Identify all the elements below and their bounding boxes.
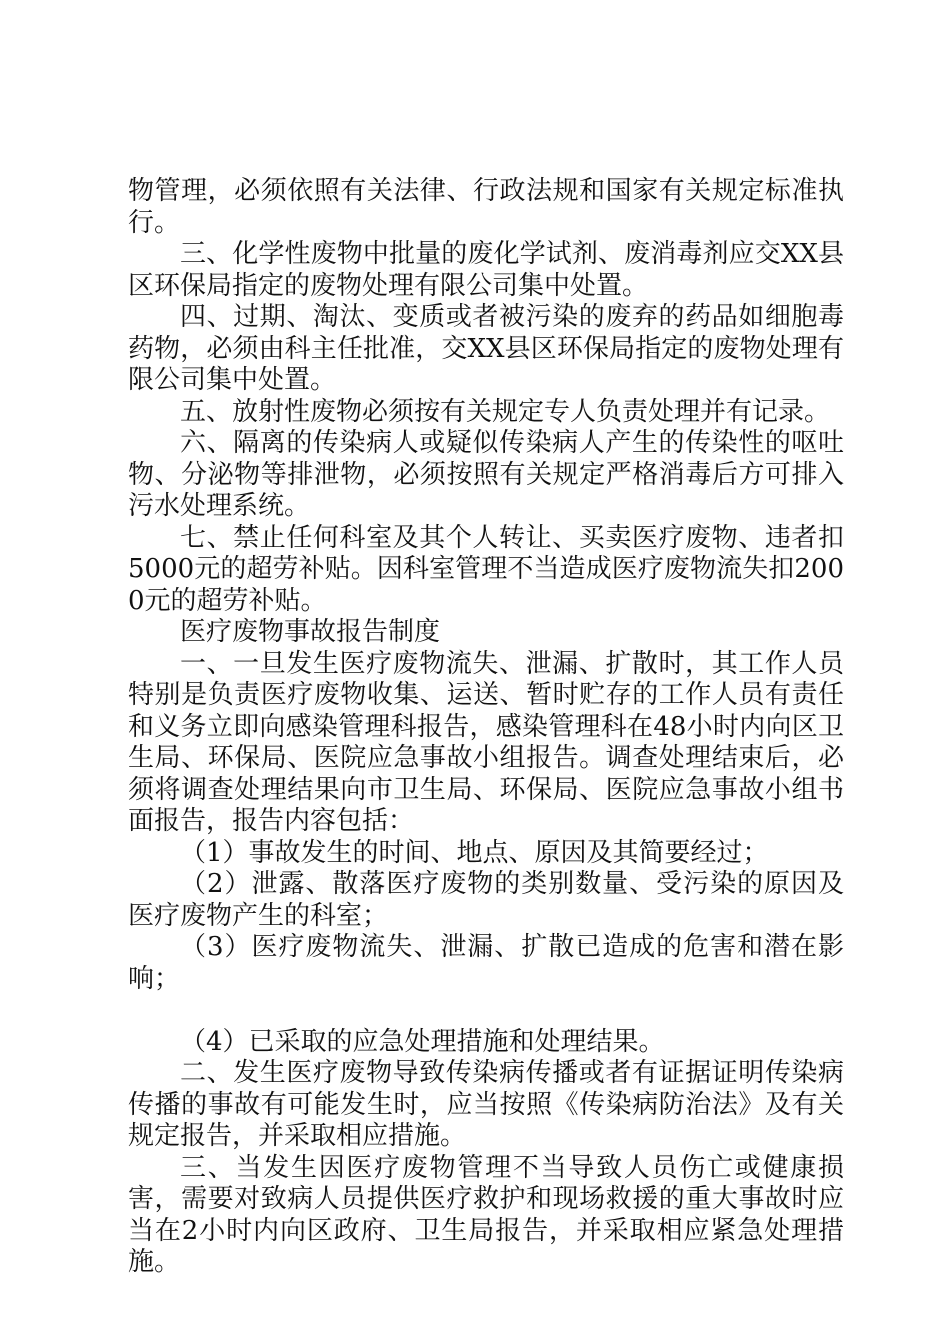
report-subitem-1: （1）事故发生的时间、地点、原因及其简要经过； — [180, 837, 769, 868]
paragraph-item-6: 六、隔离的传染病人或疑似传染病人产生的传染性的呕吐物、分泌物等排泄物，必须按照有关规定严格消毒后方可排入污水处理系统。 — [128, 428, 844, 521]
section-heading: 医疗废物事故报告制度 — [180, 617, 441, 647]
report-item-1: 一、一旦发生医疗废物流失、泄漏、扩散时，其工作人员特别是负责医疗废物收集、运送、暂时贮存的工作人员有责任和义务立即向感染管理科报告，感染管理科在48小时内向区卫生局、环保局、医院应急事故小组报告。调查处理结束后，必须将调查处理结果向市卫生局、环保局、医院应急事故小组书面报告，报告内容包括： — [128, 648, 844, 836]
paragraph-continuation: 物管理，必须依照有关法律、行政法规和国家有关规定标准执行。 — [128, 176, 844, 238]
report-item-2: 二、发生医疗废物导致传染病传播或者有证据证明传染病传播的事故有可能发生时，应当按照《传染病防治法》及有关规定报告，并采取相应措施。 — [128, 1058, 844, 1151]
paragraph-item-7: 七、禁止任何科室及其个人转让、买卖医疗废物、违者扣5000元的超劳补贴。因科室管理不当造成医疗废物流失扣2000元的超劳补贴。 — [128, 522, 844, 616]
paragraph-item-4: 四、过期、淘汰、变质或者被污染的废弃的药品如细胞毒药物，必须由科主任批准，交XX县区环保局指定的废物处理有限公司集中处置。 — [128, 302, 844, 395]
document-body — [128, 176, 844, 1279]
paragraph-item-3: 三、化学性废物中批量的废化学试剂、废消毒剂应交XX县区环保局指定的废物处理有限公司集中处置。 — [128, 239, 844, 301]
paragraph-item-5: 五、放射性废物必须按有关规定专人负责处理并有记录。 — [180, 396, 831, 427]
report-item-3: 三、当发生因医疗废物管理不当导致人员伤亡或健康损害，需要对致病人员提供医疗救护和现场救援的重大事故时应当在2小时内向区政府、卫生局报告，并采取相应紧急处理措施。 — [128, 1152, 844, 1277]
report-subitem-4: （4）已采取的应急处理措施和处理结果。 — [180, 1026, 665, 1057]
report-subitem-3: （3）医疗废物流失、泄漏、扩散已造成的危害和潜在影响； — [128, 932, 844, 994]
report-subitem-2: （2）泄露、散落医疗废物的类别数量、受污染的原因及医疗废物产生的科室； — [128, 869, 844, 931]
